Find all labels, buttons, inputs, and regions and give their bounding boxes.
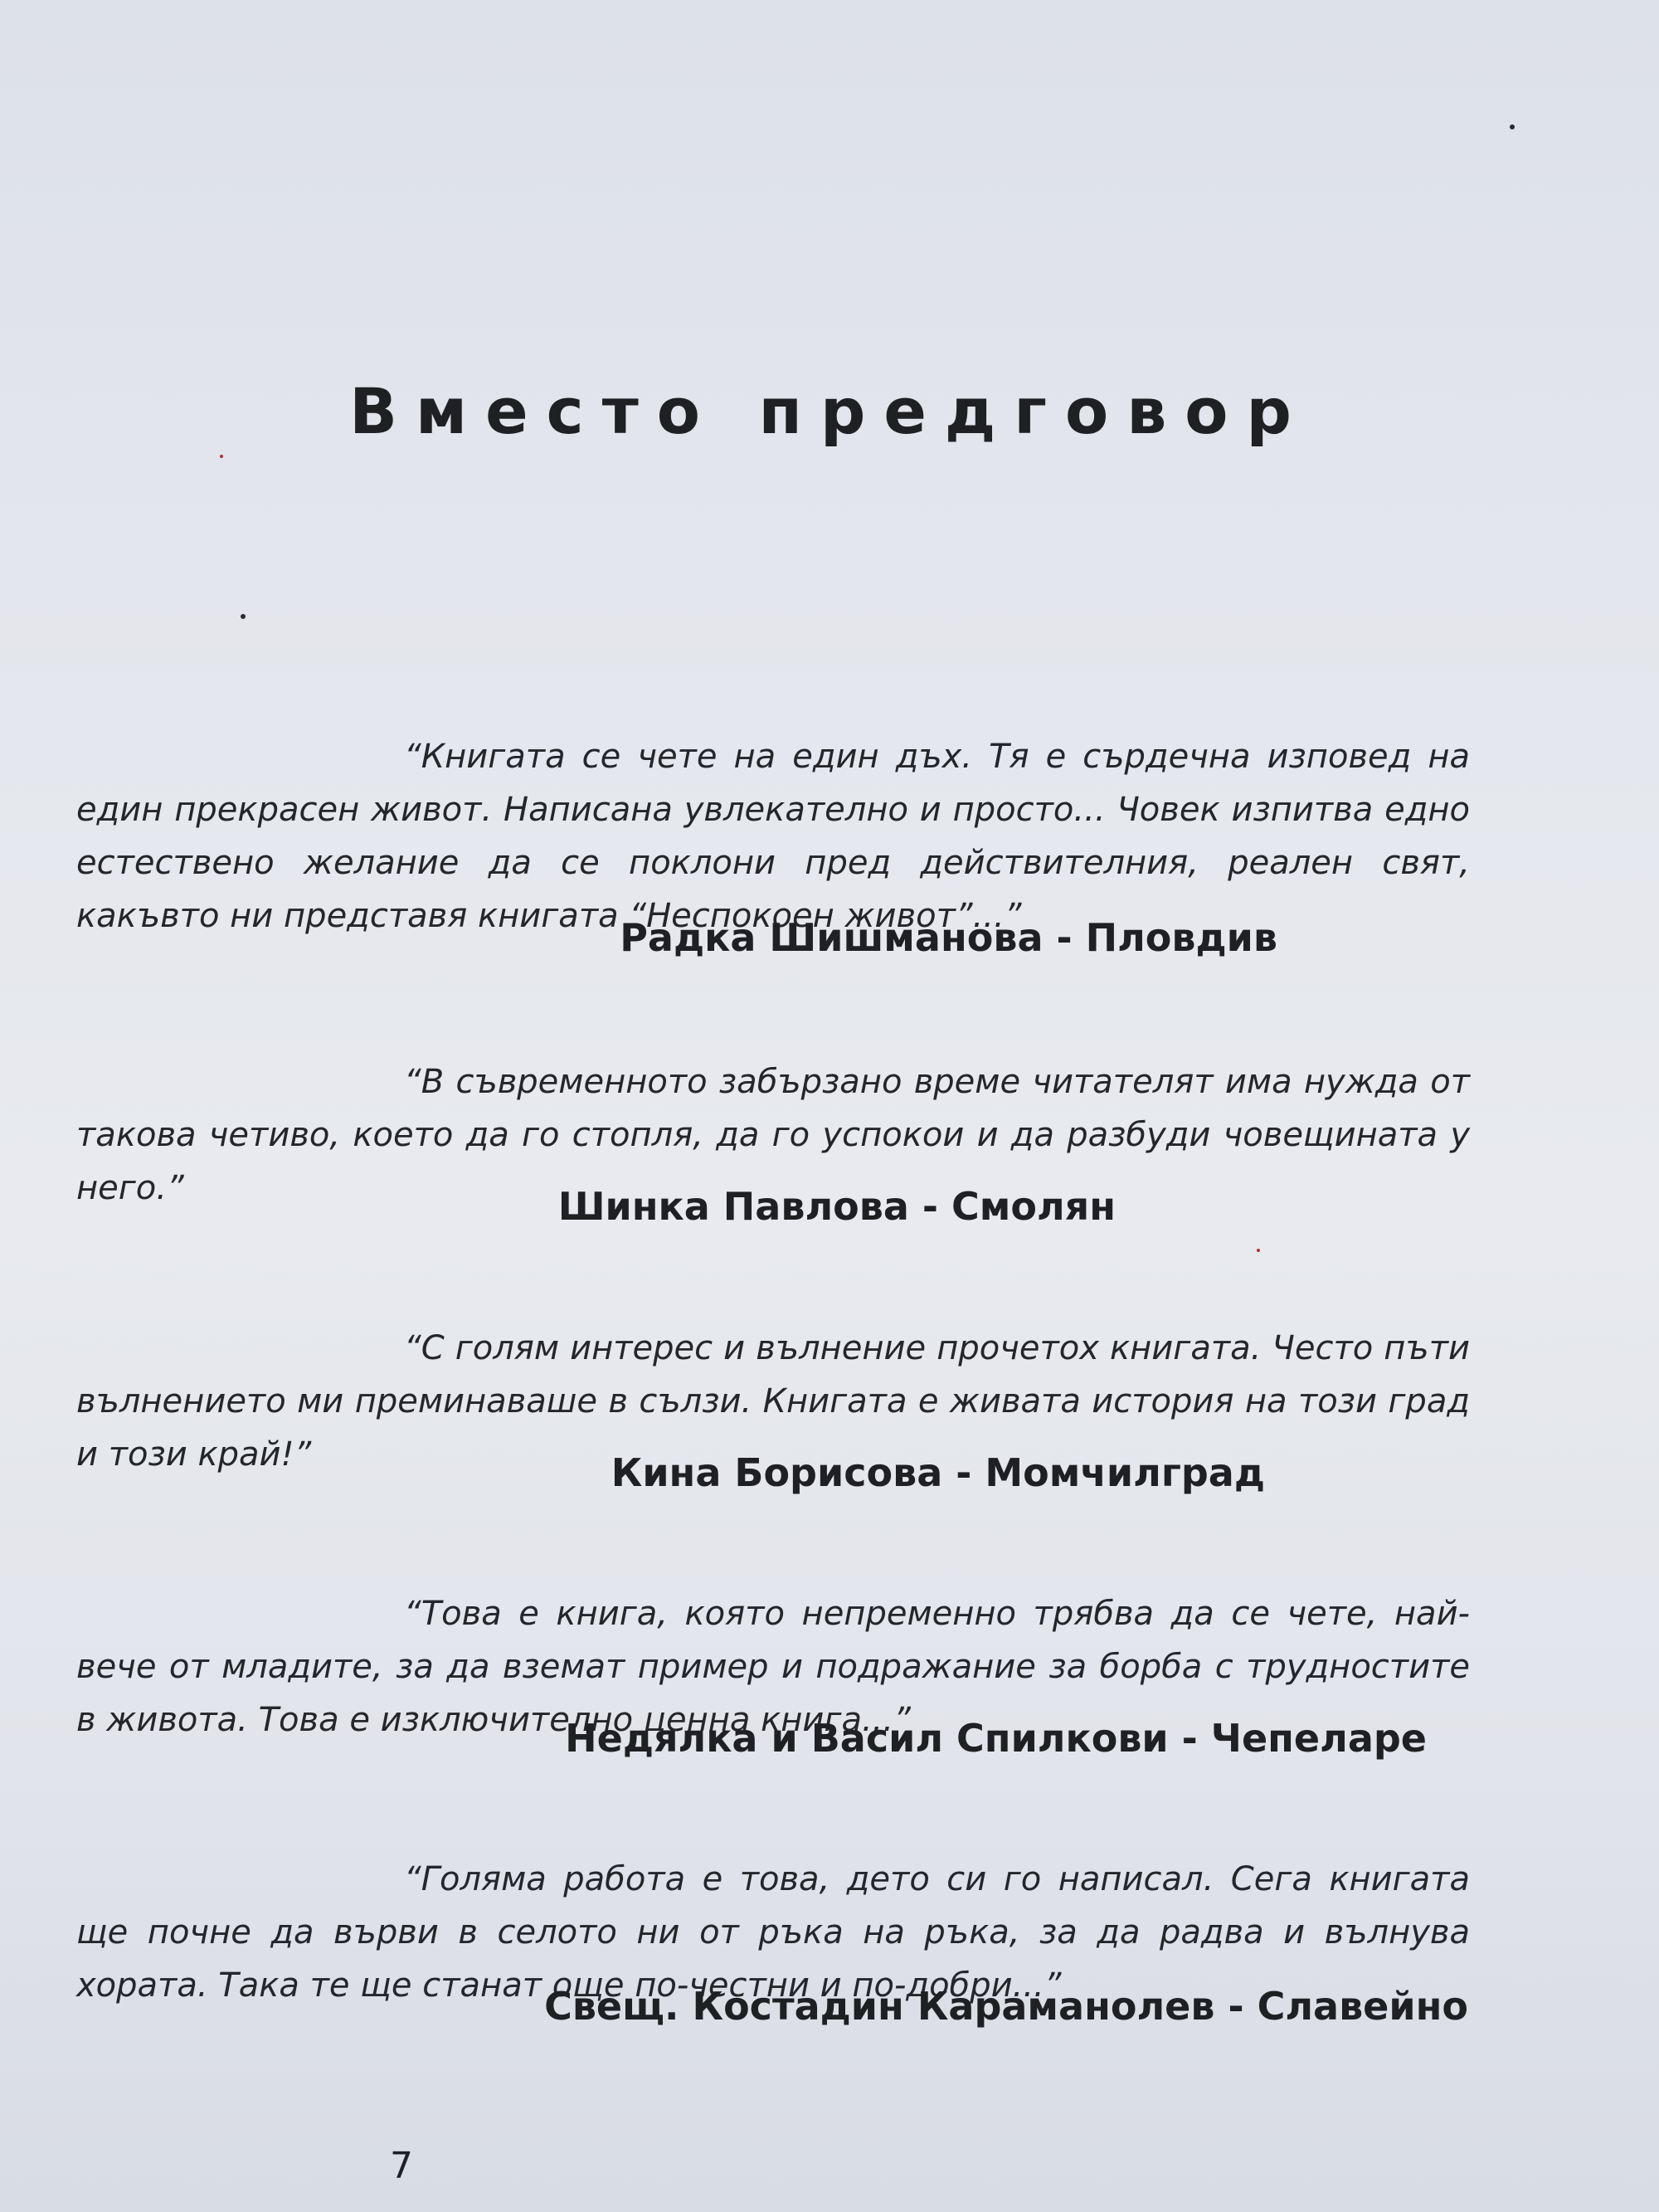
page-title: Вместо предговор — [349, 373, 1310, 448]
ink-speck — [241, 614, 246, 619]
ink-speck — [1510, 124, 1515, 129]
testimonial-author-2: Шинка Павлова - Смолян — [557, 1184, 1116, 1229]
testimonial-author-1: Радка Шишманова - Пловдив — [620, 915, 1277, 960]
testimonial-author-5: Свещ. Костадин Караманолев - Славейно — [544, 1984, 1468, 2029]
testimonial-quote-1: “Книгата се чете на един дъх. Тя е сърдечна изповед на един прекрасен живот. Написана увлекателно и просто... Човек изпитва едно естествено желание да се поклони пред действителния, реален свят, какъвто ни представя книгата “Неспокоен живот”...” — [76, 738, 1470, 935]
testimonial-quote-3: “С голям интерес и вълнение прочетох книгата. Често пъти вълнението ми преминаваше в сълзи. Книгата е живата история на този град и този край!” — [76, 1329, 1470, 1474]
page-number: 7 — [390, 2145, 413, 2187]
testimonial-author-3: Кина Борисова - Момчилград — [611, 1450, 1265, 1495]
testimonial-author-4: Недялка и Васил Спилкови - Чепеларе — [565, 1716, 1427, 1761]
testimonial-quote-4: “Това е книга, която непременно трябва да се чете, най-вече от младите, за да вземат пример и подражание за борба с трудностите в живота. Това е изключително ценна книга...” — [76, 1595, 1470, 1739]
testimonial-quote-2: “В съвременното забързано време читателят има нужда от такова четиво, което да го стопля, да го успокои и да разбуди човещината у него.” — [76, 1063, 1470, 1207]
ink-speck — [1257, 1249, 1260, 1252]
ink-speck — [220, 455, 223, 458]
testimonial-quote-5: “Голяма работа е това, дето си го написал. Сега книгата ще почне да върви в селото ни от ръка на ръка, за да радва и вълнува хората. Така те ще станат още по-честни и по-добри...” — [76, 1860, 1470, 2005]
